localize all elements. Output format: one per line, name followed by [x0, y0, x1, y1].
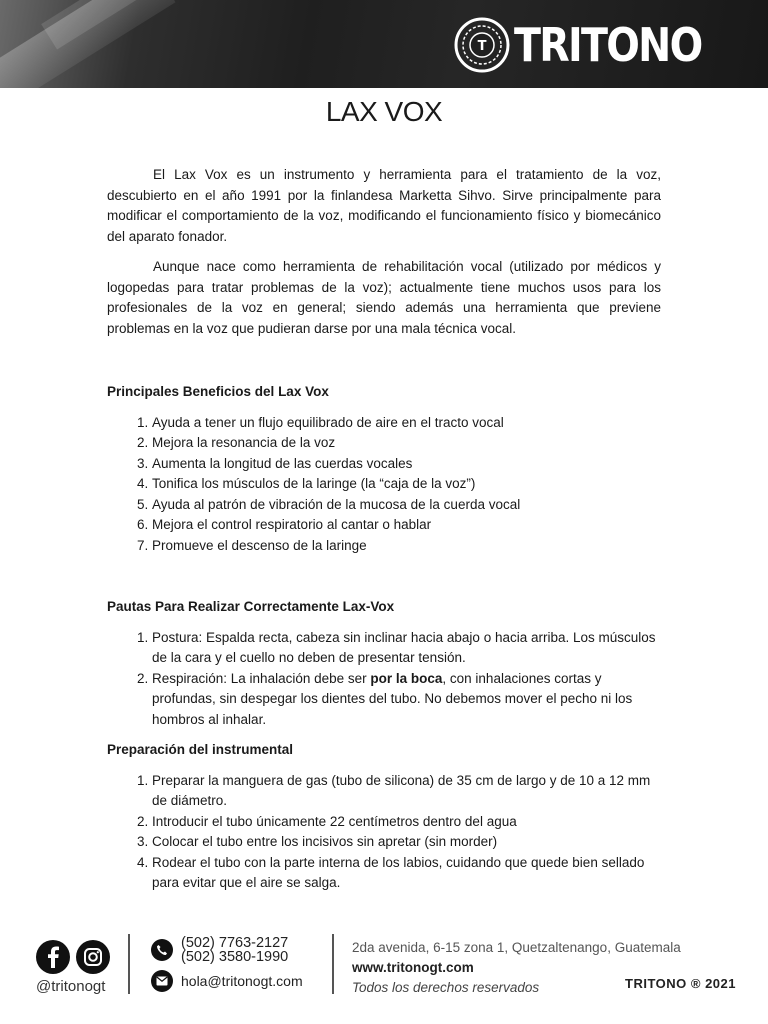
footer-divider — [128, 934, 130, 994]
intro-paragraph: El Lax Vox es un instrumento y herramienta para el tratamiento de la voz, descubierto en el año 1991 por la finlandesa Marketta Sihvo. Sirve principalmente para modificar el comportamiento de la voz, modificando el funcionamiento físico y biomecánico del aparato fonador. — [107, 167, 661, 244]
guidelines-list — [107, 628, 661, 731]
footer-divider — [332, 934, 334, 994]
phone-number-2[interactable]: (502) 3580-1990 — [181, 949, 289, 965]
preparation-list — [107, 771, 661, 894]
header-banner — [0, 0, 768, 88]
preparation-title: Preparación del instrumental — [107, 742, 294, 757]
benefits-list — [107, 413, 661, 557]
tritono-logo — [454, 16, 732, 74]
list-item: 3. Colocar el tubo entre los incisivos sin apretar (sin morder) — [152, 832, 661, 853]
list-item: 5. Ayuda al patrón de vibración de la mucosa de la cuerda vocal — [152, 495, 661, 516]
breathing-text-end: , con inhalaciones cortas y profundas, sin despegar los dientes del tubo. No debemos mover el pecho ni los hombros al inhalar. — [152, 670, 633, 727]
guidelines-title: Pautas Para Realizar Correctamente Lax-Vox — [107, 599, 395, 614]
contact-block — [151, 936, 303, 992]
benefits-title: Principales Beneficios del Lax Vox — [107, 384, 329, 399]
social-block — [36, 940, 116, 995]
rights-text: Todos los derechos reservados — [352, 980, 540, 995]
logo-text: TRITONO — [514, 18, 702, 72]
list-item: 4. Tonifica los músculos de la laringe (la “caja de la voz”) — [152, 474, 661, 495]
list-item: 1. Preparar la manguera de gas (tubo de silicona) de 35 cm de largo y de 10 a 12 mm de diámetro. — [152, 771, 661, 812]
usage-paragraph: Aunque nace como herramienta de rehabilitación vocal (utilizado por médicos y logopedas para tratar problemas de la voz); actualmente tiene muchos usos para los profesionales de la voz en general; siendo además una herramienta que previene problemas en la voz que pudieran darse por una mala técnica vocal. — [107, 259, 661, 336]
breathing-text-start: Respiración: La inhalación debe ser — [152, 670, 371, 686]
brand-copyright: TRITONO ® 2021 — [625, 976, 736, 991]
social-handle: @tritonogt — [36, 978, 106, 995]
list-item — [152, 669, 661, 731]
street-address: 2da avenida, 6-15 zona 1, Quetzaltenango, Guatemala — [352, 940, 681, 955]
phone-icon — [151, 939, 173, 961]
document-title: LAX VOX — [325, 96, 443, 127]
seal-letter: T — [477, 39, 487, 54]
list-item: 4. Rodear el tubo con la parte interna de los labios, cuidando que quede bien sellado para evitar que el aire se salga. — [152, 853, 661, 894]
list-item: 2. Introducir el tubo únicamente 22 centímetros dentro del agua — [152, 812, 661, 833]
list-item: 7. Promueve el descenso de la laringe — [152, 536, 661, 557]
footer — [0, 928, 768, 998]
list-item: 1. Ayuda a tener un flujo equilibrado de aire en el tracto vocal — [152, 413, 661, 434]
list-item: 3. Aumenta la longitud de las cuerdas vocales — [152, 454, 661, 475]
breathing-emphasis: por la boca — [370, 670, 443, 686]
document-body — [107, 165, 661, 894]
facebook-icon[interactable] — [36, 940, 70, 974]
list-item: 1. Postura: Espalda recta, cabeza sin inclinar hacia abajo o hacia arriba. Los músculos de la cara y el cuello no deben de presentar tensión. — [152, 628, 661, 669]
email-icon — [151, 970, 173, 992]
email-address[interactable]: hola@tritonogt.com — [181, 973, 303, 989]
tritono-seal-icon — [454, 17, 510, 73]
list-item: 2. Mejora la resonancia de la voz — [152, 433, 661, 454]
instagram-icon[interactable] — [76, 940, 110, 974]
phone-number-1[interactable]: (502) 7763-2127 — [181, 935, 289, 951]
website-link[interactable]: www.tritonogt.com — [352, 960, 474, 975]
list-item: 6. Mejora el control respiratorio al cantar o hablar — [152, 515, 661, 536]
